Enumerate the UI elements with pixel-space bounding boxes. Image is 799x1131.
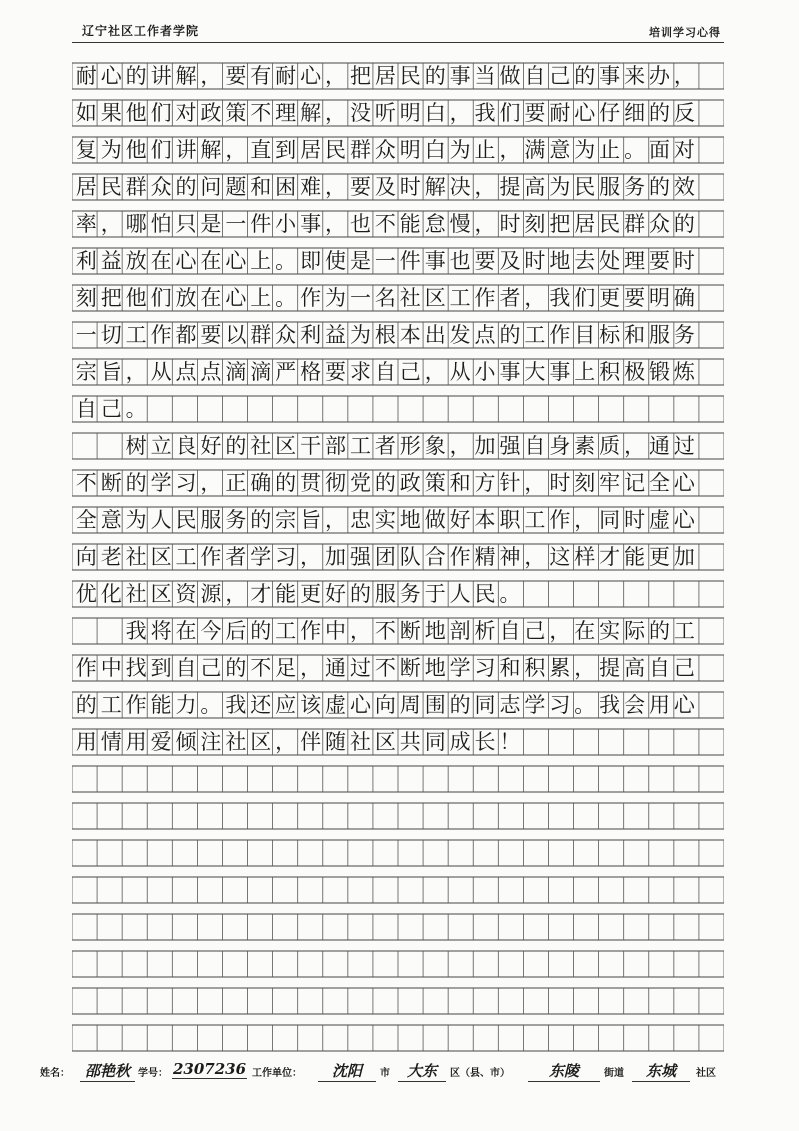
- street-value: 东陵: [528, 1060, 600, 1082]
- name-value: 邵艳秋: [80, 1060, 135, 1082]
- essay-line: 一 切 工 作 都 要 以 群 众 利 益 为 根 本 出 发 点 的 工 作 目 标 和 服 务: [75, 323, 695, 347]
- essay-line: 全 意 为 人 民 服 务 的 宗 旨 ， 忠 实 地 做 好 本 职 工 作 ， 同 时 虚 心: [75, 508, 695, 532]
- essay-line: 作 中 找 到 自 己 的 不 足 ， 通 过 不 断 地 学 习 和 积 累 ， 提 高 自 己: [75, 656, 695, 680]
- unit-label: 工作单位：: [252, 1068, 302, 1079]
- essay-line: 率 ， 哪 怕 只 是 一 件 小 事 ， 也 不 能 怠 慢 ， 时 刻 把 居 民 群 众 的: [75, 212, 695, 236]
- essay-line: 的 工 作 能 力 。 我 还 应 该 虚 心 向 周 围 的 同 志 学 习 。 我 会 用 心: [75, 693, 695, 717]
- district-label: 区（县、市）: [450, 1068, 510, 1079]
- id-value: 2307236: [172, 1060, 247, 1078]
- essay-line: 居 民 群 众 的 问 题 和 困 难 ， 要 及 时 解 决 ， 提 高 为 民 服 务 的 效: [75, 175, 695, 199]
- id-label: 学号：: [138, 1068, 168, 1079]
- essay-line: 树 立 良 好 的 社 区 干 部 工 者 形 象 ， 加 强 自 身 素 质 ， 通 过: [125, 434, 695, 458]
- essay-line: 如 果 他 们 对 政 策 不 理 解 ， 没 听 明 白 ， 我 们 要 耐 心 仔 细 的 反: [75, 101, 695, 125]
- writing-grid: [72, 52, 724, 1052]
- essay-line: [72, 988, 724, 1014]
- essay-line: 优 化 社 区 资 源 ， 才 能 更 好 的 服 务 于 人 民 。: [75, 582, 521, 606]
- name-label: 姓名：: [40, 1068, 70, 1079]
- district-value: 大东: [398, 1060, 446, 1082]
- community-label: 社区: [696, 1068, 716, 1079]
- essay-line: 复 为 他 们 讲 解 ， 直 到 居 民 群 众 明 白 为 止 ， 满 意 为 止 。 面 对: [75, 138, 695, 162]
- essay-line: [72, 766, 724, 792]
- essay-line: 宗 旨 ， 从 点 点 滴 滴 严 格 要 求 自 己 ， 从 小 事 大 事 上 积 极 锻 炼: [75, 360, 695, 384]
- essay-line: 用 情 用 爱 倾 注 社 区 ， 伴 随 社 区 共 同 成 长 ！: [75, 730, 521, 754]
- essay-line: 不 断 的 学 习 ， 正 确 的 贯 彻 党 的 政 策 和 方 针 ， 时 刻 牢 记 全 心: [75, 471, 695, 495]
- essay-line: 向 老 社 区 工 作 者 学 习 ， 加 强 团 队 合 作 精 神 ， 这 样 才 能 更 加: [75, 545, 695, 569]
- essay-line: [72, 914, 724, 940]
- essay-line: 我 将 在 今 后 的 工 作 中 ， 不 断 地 剖 析 自 己 ， 在 实 际 的 工: [125, 619, 695, 643]
- community-value: 东城: [632, 1060, 690, 1082]
- essay-line: [72, 1025, 724, 1051]
- street-label: 街道: [604, 1068, 624, 1079]
- essay-line: [72, 803, 724, 829]
- city-label: 市: [380, 1068, 390, 1079]
- essay-line: [72, 951, 724, 977]
- essay-line: 耐 心 的 讲 解 ， 要 有 耐 心 ， 把 居 民 的 事 当 做 自 己 的 事 来 办 ，: [75, 64, 695, 88]
- essay-line: [72, 840, 724, 866]
- student-info-footer: [40, 1060, 760, 1082]
- city-value: 沈阳: [318, 1060, 376, 1082]
- essay-line: [72, 877, 724, 903]
- document-type: 培训学习心得: [649, 26, 721, 39]
- institution-name: 辽宁社区工作者学院: [82, 24, 200, 38]
- essay-line: 自 己 。: [75, 397, 147, 421]
- essay-line: 刻 把 他 们 放 在 心 上 。 作 为 一 名 社 区 工 作 者 ， 我 们 更 要 明 确: [75, 286, 695, 310]
- essay-line: 利 益 放 在 心 在 心 上 。 即 使 是 一 件 事 也 要 及 时 地 去 处 理 要 时: [75, 249, 695, 273]
- header-rule: [72, 42, 724, 43]
